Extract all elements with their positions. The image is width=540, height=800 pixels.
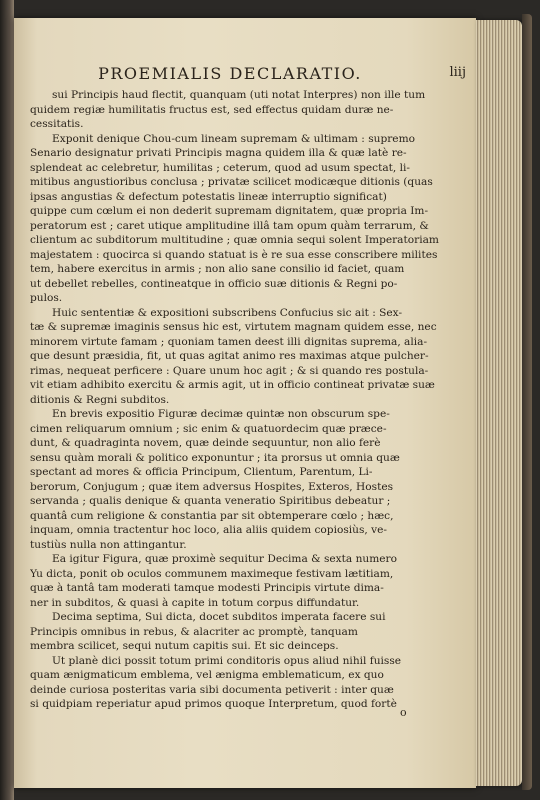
text-line: Principis omnibus in rebus, & alacriter ac promptè, tanquam <box>30 625 358 638</box>
text-line: que desunt præsidia, fit, ut quas agitat animo res maximas atque pulcher- <box>30 350 429 362</box>
text-line: vit etiam adhibito exercitu & armis agit, ut in officio contineat privatæ suæ <box>30 379 435 391</box>
text-line: tæ & supremæ imaginis sensus hic est, virtutem magnam quidem esse, nec <box>30 321 437 333</box>
text-line: Huic sententiæ & expositioni subscribens Confucius sic ait : Sex- <box>52 306 403 319</box>
text-line: tustiùs nulla non attingantur. <box>30 538 187 551</box>
text-line: sensu quàm morali & politico exponuntur ; ita prorsus ut omnia quæ <box>30 451 400 464</box>
text-line: inquam, omnia tractentur hoc loco, alia aliis quidem copiosiùs, ve- <box>30 524 388 536</box>
text-line: dunt, & quadraginta novem, quæ deinde sequuntur, non alio ferè <box>30 437 381 449</box>
text-line: Yu dicta, ponit ob oculos communem maximeque festivam lætitiam, <box>30 567 394 580</box>
text-line: Ut planè dici possit totum primi conditoris opus aliud nihil fuisse <box>52 654 402 667</box>
book-cover-edge <box>522 14 532 790</box>
text-line: deinde curiosa posteritas varia sibi documenta petiverit : inter quæ <box>30 683 394 696</box>
text-line: Decima septima, Sui dicta, docet subditos imperata facere sui <box>52 611 386 623</box>
text-line: Exponit denique Chou-cum lineam supremam & ultimam : supremo <box>52 132 415 145</box>
paragraph <box>30 552 470 610</box>
text-line: quippe cum cœlum ei non dederit supremam dignitatem, quæ propria Im- <box>30 205 429 217</box>
page-number: liij <box>449 65 466 80</box>
text-line: ner in subditos, & quasi à capite in totum corpus diffundatur. <box>30 596 360 609</box>
text-line: splendeat ac celebretur, humilitas ; ceterum, quod ad usum spectat, li- <box>30 161 410 174</box>
text-line: quidem regiæ humilitatis fructus est, sed effectus quidam duræ ne- <box>30 103 394 116</box>
text-line: servanda ; qualis denique & quanta veneratio Spiritibus debeatur ; <box>30 495 391 507</box>
text-line: En brevis expositio Figuræ decimæ quintæ non obscurum spe- <box>52 408 390 420</box>
paragraph <box>30 306 470 408</box>
paragraph <box>30 88 470 132</box>
text-line: membra scilicet, sequi nutum capitis sui. Et sic deinceps. <box>30 640 339 652</box>
text-line: quam ænigmaticum emblema, vel ænigma emblematicum, ex quo <box>30 669 384 681</box>
text-line: tem, habere exercitus in armis ; non alio sane consilio id faciet, quam <box>30 263 405 275</box>
text-line: ipsas angustias & defectum potestatis lineæ interruptio significat) <box>30 190 387 203</box>
text-line: Ea igitur Figura, quæ proximè sequitur Decima & sexta numero <box>52 553 397 565</box>
text-line: spectant ad mores & officia Principum, Clientum, Parentum, Li- <box>30 466 373 478</box>
paragraph <box>30 407 470 552</box>
text-line: ditionis & Regni subditos. <box>30 393 170 406</box>
text-body <box>30 88 470 712</box>
text-line: mitibus angustioribus conclusa ; privatæ scilicet modicæque ditionis (quas <box>30 176 433 188</box>
left-page-gutter <box>0 0 14 800</box>
text-line: peratorum est ; caret utique amplitudine illâ tam opum quàm terrarum, & <box>30 219 429 232</box>
text-line: majestatem : quocirca si quando statuat is è re sua esse conscribere milites <box>30 248 438 261</box>
text-line: clientum ac subditorum multitudine ; quæ omnia sequi solent Imperatoriam <box>30 234 439 246</box>
paragraph <box>30 654 470 712</box>
catchword: o <box>400 706 407 719</box>
page-header <box>30 64 470 88</box>
text-line: sui Principis haud flectit, quanquam (uti notat Interpres) non ille tum <box>52 89 426 101</box>
text-line: ut debellet rebelles, contineatque in officio suæ ditionis & Regni po- <box>30 277 398 290</box>
text-line: cessitatis. <box>30 118 84 130</box>
paragraph <box>30 610 470 654</box>
text-line: berorum, Conjugum ; quæ item adversus Hospites, Exteros, Hostes <box>30 480 394 493</box>
running-head: PROEMIALIS DECLARATIO. <box>98 64 362 83</box>
text-line: si quidpiam reperiatur apud primos quoque Interpretum, quod fortè <box>30 698 397 710</box>
text-line: rimas, nequeat perficere : Quare unum hoc agit ; & si quando res postula- <box>30 364 429 377</box>
text-line: Senario designatur privati Principis magna quidem illa & quæ latè re- <box>30 147 407 159</box>
text-line: quæ à tantâ tam moderati tamque modesti Principis virtute dima- <box>30 582 384 594</box>
text-line: pulos. <box>30 292 63 304</box>
text-line: minorem virtute famam ; quoniam tamen deest illi dignitas suprema, alia- <box>30 335 428 348</box>
page-edges <box>476 20 522 786</box>
text-line: cimen reliquarum omnium ; sic enim & quatuordecim quæ præce- <box>30 422 387 435</box>
text-line: quantâ cum religione & constantia par sit obtemperare cœlo ; hæc, <box>30 509 394 522</box>
paragraph <box>30 132 470 306</box>
